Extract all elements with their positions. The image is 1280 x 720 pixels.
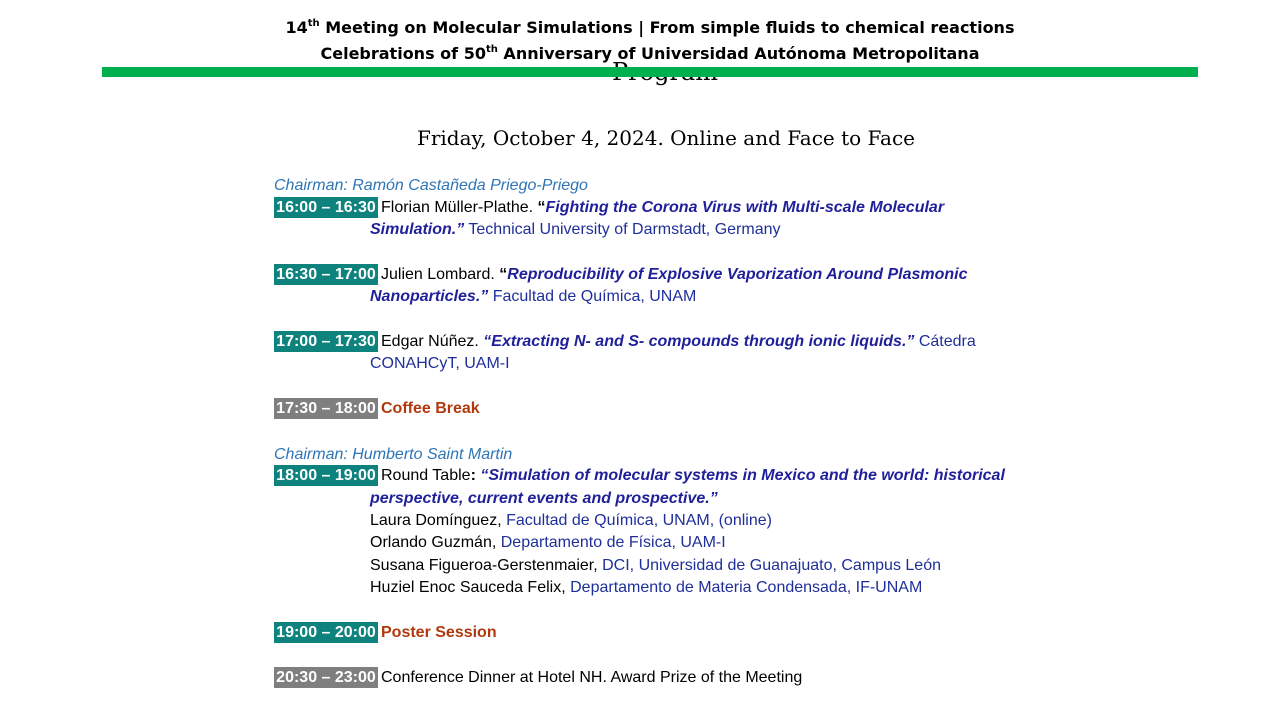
speaker-name: Florian Müller-Plathe. xyxy=(381,199,538,216)
header-text: Anniversary of Universidad Autónoma Metropolitana xyxy=(497,44,980,63)
header-text: Celebrations of 50 xyxy=(320,44,486,63)
schedule-item xyxy=(274,465,1005,488)
break-label: Coffee Break xyxy=(381,400,480,417)
colon: : xyxy=(470,467,481,484)
speaker-name: Edgar Núñez. xyxy=(381,333,484,350)
header-text: 14 xyxy=(285,18,308,37)
panelist xyxy=(370,510,772,533)
schedule-item xyxy=(274,398,480,421)
time-badge: 17:00 – 17:30 xyxy=(274,331,378,352)
talk-title: perspective, current events and prospective.” xyxy=(370,490,718,507)
schedule-item xyxy=(274,197,944,220)
institution: CONAHCyT, UAM-I xyxy=(370,355,510,372)
talk-title: Reproducibility of Explosive Vaporization Around Plasmonic xyxy=(507,266,968,283)
institution: Facultad de Química, UNAM, (online) xyxy=(506,512,772,529)
talk-title: “Simulation of molecular systems in Mexico and the world: historical xyxy=(480,467,1005,484)
schedule-item-continuation xyxy=(370,488,718,511)
talk-title: “Extracting N- and S- compounds through ionic liquids.” xyxy=(483,333,915,350)
speaker-name: Round Table xyxy=(381,467,471,484)
panelist xyxy=(370,555,941,578)
date-line: Friday, October 4, 2024. Online and Face to Face xyxy=(416,126,916,150)
schedule-item-continuation xyxy=(370,219,781,242)
institution: Departamento de Física, UAM-I xyxy=(500,534,726,551)
event-label: Conference Dinner at Hotel NH. Award Prize of the Meeting xyxy=(381,669,803,686)
panelist-name: Orlando Guzmán, xyxy=(370,534,501,551)
talk-title: Simulation.” xyxy=(370,221,465,238)
header-line-2 xyxy=(0,44,1280,64)
talk-quote-mark: “ xyxy=(499,266,508,283)
institution: Facultad de Química, UNAM xyxy=(488,288,697,305)
chairman-label: Chairman: Humberto Saint Martin xyxy=(274,446,513,463)
chairman-label: Chairman: Ramón Castañeda Priego-Priego xyxy=(274,177,588,194)
panelist-name: Susana Figueroa-Gerstenmaier, xyxy=(370,557,603,574)
break-label: Poster Session xyxy=(381,624,497,641)
institution: DCI, Universidad de Guanajuato, Campus León xyxy=(602,557,941,574)
time-badge: 17:30 – 18:00 xyxy=(274,398,378,419)
superscript: th xyxy=(485,43,498,55)
talk-quote-mark: “ xyxy=(537,199,546,216)
header-text: Meeting on Molecular Simulations | From simple fluids to chemical reactions xyxy=(319,18,1015,37)
talk-title: Fighting the Corona Virus with Multi-scale Molecular xyxy=(545,199,945,216)
time-badge: 18:00 – 19:00 xyxy=(274,465,378,486)
schedule-item xyxy=(274,622,497,645)
panelist-name: Huziel Enoc Sauceda Felix, xyxy=(370,579,571,596)
time-badge: 16:00 – 16:30 xyxy=(274,197,378,218)
header-line-1 xyxy=(0,18,1280,38)
speaker-name: Julien Lombard. xyxy=(381,266,500,283)
header-divider-bar xyxy=(102,67,1198,77)
institution: Departamento de Materia Condensada, IF-UNAM xyxy=(570,579,923,596)
time-badge: 16:30 – 17:00 xyxy=(274,264,378,285)
schedule-item xyxy=(274,331,976,354)
institution: Technical University of Darmstadt, Germany xyxy=(464,221,781,238)
superscript: th xyxy=(307,17,320,29)
talk-title: Nanoparticles.” xyxy=(370,288,489,305)
schedule-item-continuation xyxy=(370,353,510,376)
schedule-item xyxy=(274,264,968,287)
panelist-name: Laura Domínguez, xyxy=(370,512,507,529)
schedule-item xyxy=(274,667,802,690)
institution: Cátedra xyxy=(914,333,976,350)
time-badge: 20:30 – 23:00 xyxy=(274,667,378,688)
schedule-item-continuation xyxy=(370,286,696,309)
time-badge: 19:00 – 20:00 xyxy=(274,622,378,643)
panelist xyxy=(370,532,726,555)
panelist xyxy=(370,577,922,600)
